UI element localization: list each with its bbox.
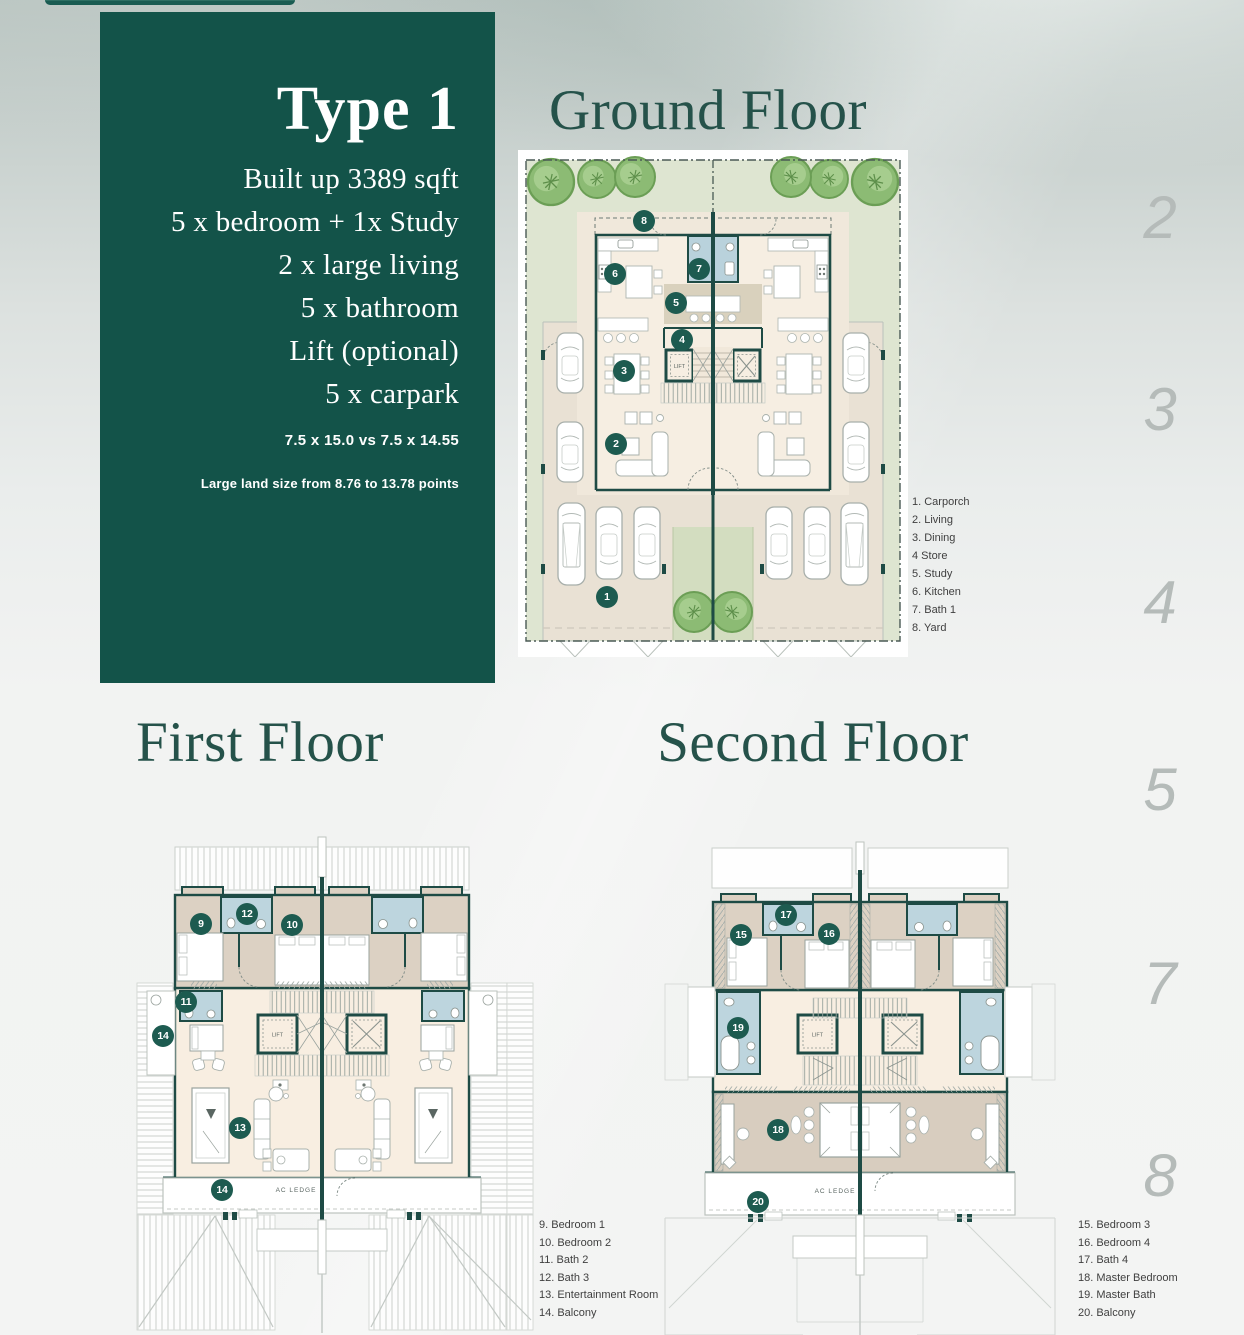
legend-item: 13. Entertainment Room (539, 1289, 659, 1301)
page-number-watermark: 8 (1143, 1142, 1177, 1209)
plan-marker-bath2: 11 (175, 991, 197, 1013)
legend-item: 11. Bath 2 (539, 1254, 589, 1266)
plan-marker-bedroom2: 10 (281, 914, 303, 936)
legend-item: 6. Kitchen (912, 586, 961, 598)
spec-line-living: 2 x large living (278, 249, 459, 281)
ground-floor-plan (518, 150, 908, 657)
legend-item: 7. Bath 1 (912, 604, 957, 616)
legend-item: 16. Bedroom 4 (1078, 1236, 1151, 1249)
plan-marker-bedroom4: 16 (818, 923, 840, 945)
page-number-watermark: 3 (1143, 376, 1177, 443)
ground-floor-legend (912, 493, 969, 637)
ac-ledge-label: AC LEDGE (814, 1188, 856, 1195)
plan-marker-balcony: 14 (211, 1179, 233, 1201)
page-number-watermark: 7 (1143, 950, 1177, 1017)
plan-marker-yard: 8 (633, 210, 655, 232)
spec-line-lift: Lift (optional) (289, 335, 459, 367)
ac-ledge-label: AC LEDGE (275, 1187, 317, 1194)
type-title: Type 1 (276, 75, 459, 143)
legend-item: 17. Bath 4 (1078, 1254, 1129, 1266)
legend-item: 18. Master Bedroom (1078, 1271, 1178, 1284)
spec-line-bathroom: 5 x bathroom (300, 292, 459, 324)
legend-item: 8. Yard (912, 622, 947, 634)
first-floor-heading: First Floor (136, 711, 384, 774)
legend-item: 3. Dining (912, 532, 956, 544)
page-number-watermark: 5 (1143, 756, 1177, 823)
lift-label: LIFT (811, 1032, 824, 1039)
ground-floor-plan-image (518, 150, 908, 657)
plan-marker-entertainment: 13 (229, 1117, 251, 1139)
lift-label: LIFT (673, 364, 686, 370)
plan-marker-carporch: 1 (596, 586, 618, 608)
top-accent-bar (45, 0, 295, 5)
legend-item: 12. Bath 3 (539, 1271, 590, 1284)
page-number-watermark: 4 (1143, 569, 1177, 636)
plan-marker-balcony-side: 14 (152, 1025, 174, 1047)
spec-box (100, 12, 495, 683)
second-floor-plan (663, 840, 1078, 1335)
plan-marker-living: 2 (605, 433, 627, 455)
first-floor-plan (135, 833, 550, 1335)
legend-item: 14. Balcony (539, 1306, 597, 1319)
first-plan-drawing (137, 837, 533, 1333)
plan-marker-master-bath: 19 (727, 1017, 749, 1039)
plan-marker-study: 5 (665, 292, 687, 314)
plan-marker-bedroom1: 9 (190, 913, 212, 935)
legend-item: 9. Bedroom 1 (539, 1219, 606, 1231)
first-floor-legend (539, 1217, 658, 1322)
spec-line-carpark: 5 x carpark (325, 378, 459, 410)
plan-marker-kitchen: 6 (604, 263, 626, 285)
legend-item: 4 Store (912, 550, 948, 562)
page-number-watermark: 2 (1143, 184, 1177, 251)
legend-item: 19. Master Bath (1078, 1289, 1156, 1301)
spec-line-builtup: Built up 3389 sqft (243, 163, 459, 195)
legend-item: 10. Bedroom 2 (539, 1236, 612, 1249)
second-floor-legend (1078, 1217, 1178, 1322)
ground-plan-drawing (526, 157, 900, 657)
dimensions-note: 7.5 x 15.0 vs 7.5 x 14.55 (284, 432, 459, 449)
legend-item: 15. Bedroom 3 (1078, 1219, 1151, 1231)
second-floor-heading: Second Floor (657, 711, 969, 774)
plan-marker-bedroom3: 15 (730, 924, 752, 946)
plan-marker-bath3: 12 (236, 903, 258, 925)
second-floor-plan-image (663, 840, 1078, 1335)
first-floor-plan-image (135, 833, 550, 1335)
plan-marker-dining: 3 (613, 360, 635, 382)
legend-item: 5. Study (912, 568, 953, 580)
plan-marker-store: 4 (671, 329, 693, 351)
ground-floor-heading: Ground Floor (549, 79, 867, 142)
plan-marker-bath1: 7 (688, 258, 710, 280)
legend-item: 1. Carporch (912, 496, 970, 508)
spec-line-bedroom: 5 x bedroom + 1x Study (171, 206, 459, 238)
plan-marker-balcony2: 20 (747, 1191, 769, 1213)
lift-label: LIFT (271, 1032, 284, 1039)
plan-marker-master-bedroom: 18 (767, 1119, 789, 1141)
legend-item: 20. Balcony (1078, 1306, 1136, 1319)
legend-item: 2. Living (912, 514, 953, 526)
land-size-note: Large land size from 8.76 to 13.78 points (200, 476, 459, 491)
plan-marker-bath4: 17 (775, 904, 797, 926)
second-plan-drawing (665, 842, 1055, 1335)
